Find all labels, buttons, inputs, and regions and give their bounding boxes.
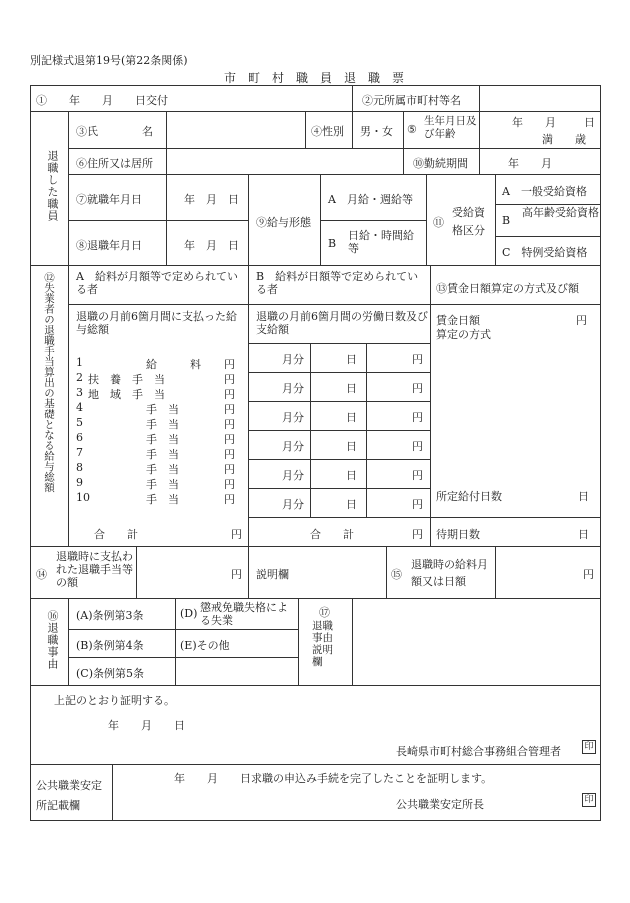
month-label: 月分 [282,440,304,453]
column-a-total-unit: 円 [231,528,242,541]
item-name: 地 域 手 当 [88,388,165,401]
basis-column-c: ⑬賃金日額算定の方式及び額 [436,282,579,295]
item-number: 2 [76,371,83,384]
chief-seal: 印 [582,793,596,807]
retire-date-label: ⑧退職年月日 [76,239,142,252]
item-number: 7 [76,446,83,459]
day-label: 日 [346,469,357,482]
item-number: 3 [76,386,83,399]
column-b-description: 退職の月前6箇月間の労働日数及び支給額 [256,310,428,336]
retiree-side-label: 退職した職員 [46,150,59,222]
basis-column-b: B 給料が日額等で定められている者 [256,270,419,296]
reason-remarks-label: 退職事由説明欄 [312,620,333,668]
item-number: 4 [76,401,83,414]
prescribed-days-unit: 日 [578,490,589,503]
certification-text: 上記のとおり証明する。 [54,694,175,707]
column-a-total-label: 合 計 [94,528,138,541]
day-label: 日 [346,498,357,511]
item-number: 8 [76,461,83,474]
item-row [76,416,236,429]
basis-column-a: A 給料が月額等で定められている者 [76,270,238,296]
hire-date-value: 年 月 日 [184,193,239,206]
allowance-number: ⑭ [36,568,47,581]
item-number: 1 [76,356,83,369]
yen-label: 円 [412,498,423,511]
birth-label: 生年月日及び年齢 [424,115,477,140]
day-label: 日 [346,353,357,366]
prescribed-days-label: 所定給付日数 [436,490,502,503]
item-row [76,401,236,414]
qualification-c: C 特例受給資格 [502,246,588,259]
item-name: 給 料 [146,358,201,371]
gender-value: 男・女 [360,125,393,138]
salary-unit: 円 [583,568,594,581]
item-row [76,476,236,489]
pay-form-a: A 月給・週給等 [328,193,413,206]
reason-a: (A)条例第3条 [76,609,144,622]
reason-c: (C)条例第5条 [76,667,144,680]
item-name: 手 当 [146,463,179,476]
item-unit: 円 [224,388,235,401]
age-value: 満 歳 [542,133,586,146]
item-unit: 円 [224,373,235,386]
reason-d-letter: (D) [180,607,198,620]
yen-label: 円 [412,469,423,482]
item-row [76,461,236,474]
item-name: 手 当 [146,478,179,491]
pay-form-b-letter: B [328,237,337,250]
qualification-label: 受給資格区分 [452,206,485,237]
item-name: 手 当 [146,403,179,416]
item-name: 扶 養 手 当 [88,373,165,386]
calculation-method-label: 算定の方式 [436,328,491,341]
reason-e: (E)その他 [180,639,230,652]
reason-b: (B)条例第4条 [76,639,144,652]
basis-side-label: ⑫失業者の退職手当算出の基礎となる給与総額 [43,272,55,493]
item-number: 6 [76,431,83,444]
item-row [76,446,236,459]
employment-office-label: 公共職業安定所記載欄 [36,779,102,812]
qualification-b-letter: B [502,214,511,227]
previous-employer-label: ②元所属市町村等名 [362,94,461,107]
daily-wage-unit: 円 [576,314,587,327]
item-row [76,431,236,444]
day-label: 日 [346,382,357,395]
item-unit: 円 [224,448,235,461]
item-name: 手 当 [146,418,179,431]
item-unit: 円 [224,433,235,446]
item-name: 手 当 [146,493,179,506]
item-number: 5 [76,416,83,429]
column-a-description: 退職の月前6箇月間に支払った給与総額 [76,310,237,336]
gender-label: ④性別 [311,125,344,138]
birth-day: 日 [584,116,595,129]
salary-number: ⑮ [391,568,402,581]
reason-remarks-number: ⑰ [319,606,330,619]
waiting-days-label: 待期日数 [436,528,480,541]
reason-side-label: ⑯退職事由 [46,610,59,670]
item-unit: 円 [224,403,235,416]
birth-year-month: 年 月 [512,116,556,129]
employment-office-text: 年 月 日求職の申込み手続を完了したことを証明します。 [174,772,493,785]
certification-issuer: 長崎県市町村総合事務組合管理者 [396,745,561,758]
form-title: 市 町 村 職 員 退 職 票 [224,71,405,85]
item-unit: 円 [224,478,235,491]
allowance-label: 退職時に支払われた退職手当等の額 [56,550,133,589]
month-label: 月分 [282,498,304,511]
month-label: 月分 [282,469,304,482]
issuer-seal: 印 [582,740,596,754]
qualification-a: A 一般受給資格 [502,185,587,198]
day-label: 日 [346,411,357,424]
form-number: 別記様式退第19号(第22条関係) [30,54,188,67]
yen-label: 円 [412,382,423,395]
qualification-b: 高年齢受給資格 [522,206,599,219]
allowance-unit: 円 [231,568,242,581]
month-label: 月分 [282,382,304,395]
retire-date-value: 年 月 日 [184,239,239,252]
day-label: 日 [346,440,357,453]
item-unit: 円 [224,358,235,371]
employment-office-chief: 公共職業安定所長 [396,798,484,811]
item-unit: 円 [224,463,235,476]
column-b-total-label: 合 計 [310,528,354,541]
item-row [76,371,236,384]
item-number: 10 [76,491,90,504]
service-period-label: ⑩勤続期間 [413,157,468,170]
birth-number: ⑤ [407,123,417,136]
waiting-days-unit: 日 [578,528,589,541]
yen-label: 円 [412,440,423,453]
issue-date: ① 年 月 日交付 [36,94,168,107]
item-name: 手 当 [146,433,179,446]
column-b-total-unit: 円 [412,528,423,541]
daily-wage-label: 賃金日額 [436,314,480,327]
hire-date-label: ⑦就職年月日 [76,193,142,206]
item-unit: 円 [224,493,235,506]
item-name: 手 当 [146,448,179,461]
qualification-number: ⑪ [433,216,444,229]
item-unit: 円 [224,418,235,431]
yen-label: 円 [412,353,423,366]
item-row [76,386,236,399]
address-label: ⑥住所又は居所 [76,157,153,170]
yen-label: 円 [412,411,423,424]
item-number: 9 [76,476,83,489]
month-label: 月分 [282,411,304,424]
pay-form-b: 日給・時間給等 [348,229,414,255]
month-label: 月分 [282,353,304,366]
certification-date: 年 月 日 [108,719,185,732]
reason-d: 懲戒免職失格による失業 [200,601,288,627]
name-label: ③氏 名 [76,125,153,138]
item-row [76,491,236,504]
service-period-value: 年 月 [508,157,552,170]
pay-form-label: ⑨給与形態 [256,216,311,229]
item-row [76,356,236,369]
remarks-label: 説明欄 [256,568,289,581]
salary-label: 退職時の給料月額又は日額 [411,558,488,588]
